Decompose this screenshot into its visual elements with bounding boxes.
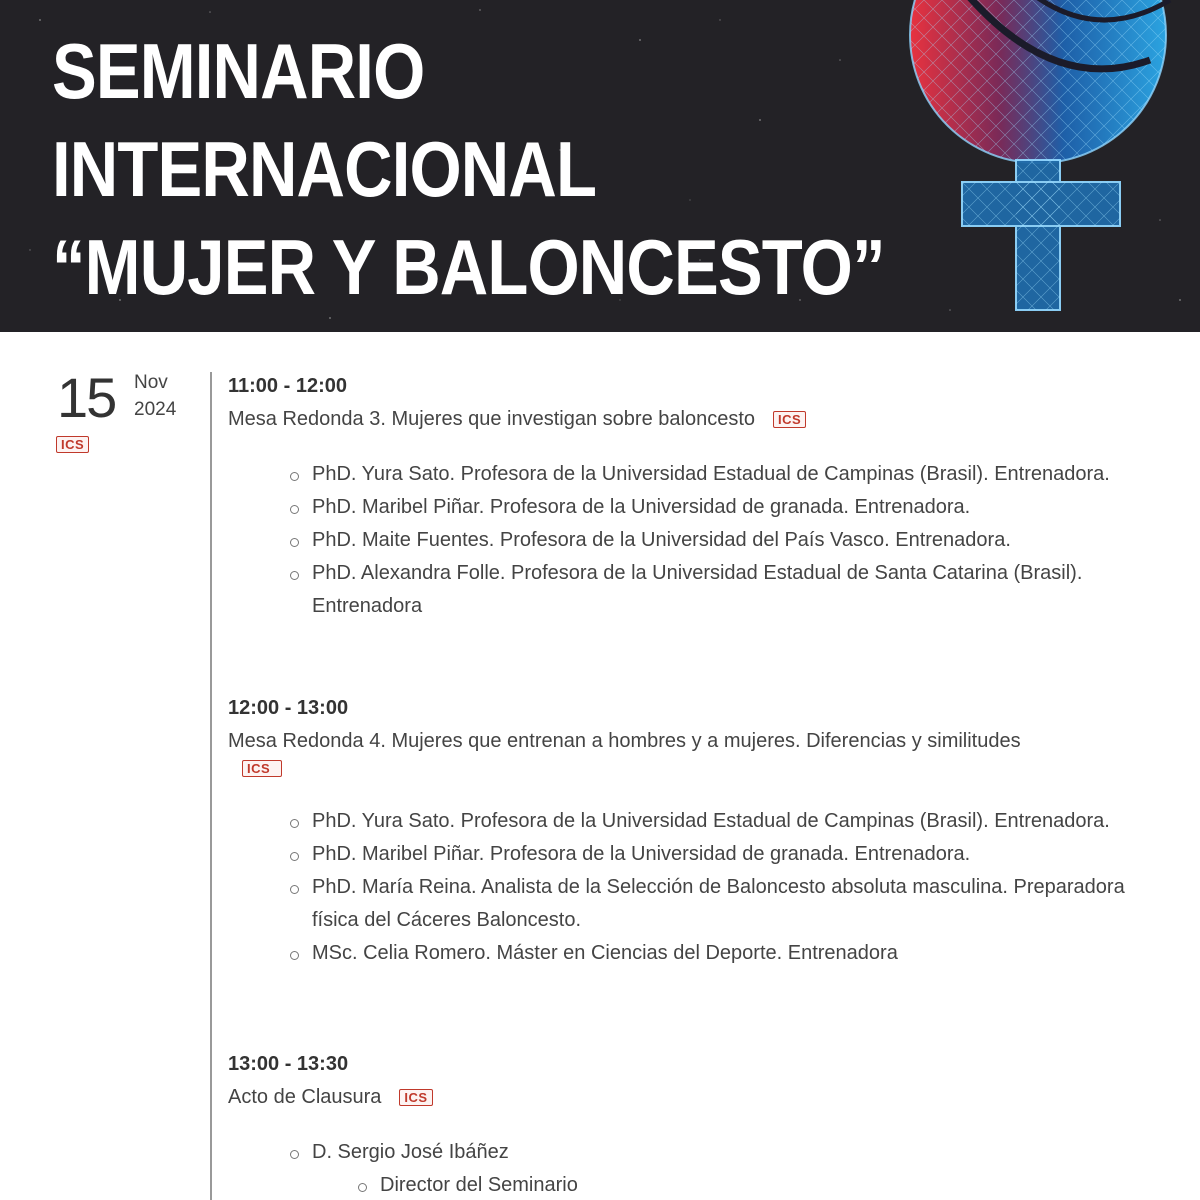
list-item: PhD. Maribel Piñar. Profesora de la Universidad de granada. Entrenadora. [290,491,1150,524]
header-banner [0,0,1200,332]
list-item: PhD. Alexandra Folle. Profesora de la Universidad Estadual de Santa Catarina (Brasil). Entrenadora [290,557,1150,623]
list-item: D. Sergio José Ibáñez [290,1136,1150,1169]
ics-download-button[interactable]: ICS [242,760,282,777]
session-1 [228,374,1150,623]
session-3 [228,1052,1150,1200]
banner-title-line-3: “MUJER Y BALONCESTO” [52,223,885,311]
ics-download-button[interactable]: ICS [773,411,806,428]
speaker-role-list [358,1169,1150,1200]
banner-title [52,22,885,316]
speaker-list [290,1136,1150,1169]
banner-title-line-2: INTERNACIONAL [52,125,597,213]
session-time: 11:00 - 12:00 [228,375,347,397]
session-title [228,406,1150,432]
session-title-text: Mesa Redonda 3. Mujeres que investigan sobre baloncesto [228,408,755,430]
speaker-list [290,458,1150,623]
session-title-text: Mesa Redonda 4. Mujeres que entrenan a hombres y a mujeres. Diferencias y similitudes [228,730,1021,752]
venus-basketball-icon [870,0,1200,332]
list-item: PhD. Yura Sato. Profesora de la Universidad Estadual de Campinas (Brasil). Entrenadora. [290,458,1150,491]
list-item: Director del Seminario [358,1169,1138,1200]
list-item: PhD. Yura Sato. Profesora de la Universidad Estadual de Campinas (Brasil). Entrenadora. [290,805,1150,838]
list-item: MSc. Celia Romero. Máster en Ciencias del Deporte. Entrenadora [290,937,1150,970]
ics-download-button[interactable]: ICS [56,436,89,453]
date-column [0,332,210,1200]
speaker-list [290,805,1150,970]
date-day: 15 [57,366,116,429]
date-year: 2024 [134,399,177,420]
session-title [228,1084,1150,1110]
timeline-divider [210,372,212,1200]
list-item: PhD. Maite Fuentes. Profesora de la Universidad del País Vasco. Entrenadora. [290,524,1150,557]
banner-title-line-1: SEMINARIO [52,27,425,115]
session-title [228,728,1150,754]
ics-download-button[interactable]: ICS [399,1089,432,1106]
session-2 [228,696,1150,970]
session-time: 13:00 - 13:30 [228,1053,349,1075]
list-item: PhD. Maribel Piñar. Profesora de la Universidad de granada. Entrenadora. [290,838,1150,871]
date-month: Nov [134,372,168,393]
session-title-text: Acto de Clausura [228,1086,382,1108]
list-item: PhD. María Reina. Analista de la Selección de Baloncesto absoluta masculina. Preparadora física del Cáceres Baloncesto. [290,871,1150,937]
session-time: 12:00 - 13:00 [228,697,349,719]
